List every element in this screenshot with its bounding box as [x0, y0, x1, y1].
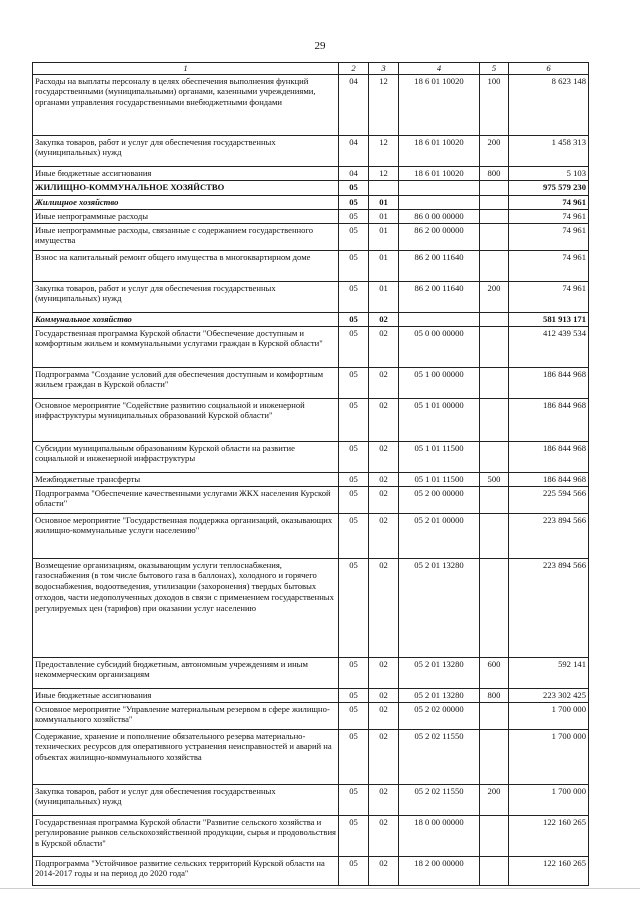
row-expense-type — [480, 513, 509, 558]
row-amount: 592 141 — [509, 657, 589, 688]
row-name: Закупка товаров, работ и услуг для обеспечения государственных (муниципальных) нужд — [33, 281, 339, 312]
row-name: Подпрограмма "Создание условий для обеспечения доступным и комфортным жильем граждан в Курской области" — [33, 367, 339, 398]
row-target-article — [399, 180, 480, 195]
table-row — [33, 74, 589, 135]
row-target-article: 18 0 00 00000 — [399, 815, 480, 856]
row-section: 05 — [339, 558, 369, 657]
row-name: Подпрограмма "Устойчивое развитие сельских территорий Курской области на 2014-2017 годы и на период до 2020 года" — [33, 856, 339, 885]
row-amount: 74 961 — [509, 281, 589, 312]
table-row — [33, 441, 589, 472]
row-section: 05 — [339, 326, 369, 367]
row-subsection: 02 — [369, 688, 399, 702]
table-row — [33, 135, 589, 166]
row-section: 05 — [339, 856, 369, 885]
row-subsection: 02 — [369, 729, 399, 784]
row-target-article: 05 2 01 13280 — [399, 558, 480, 657]
row-expense-type — [480, 250, 509, 281]
row-name: Субсидии муниципальным образованиям Курской области на развитие социальной и инженерной инфраструктуры — [33, 441, 339, 472]
row-target-article: 18 6 01 10020 — [399, 74, 480, 135]
row-name: Основное мероприятие "Государственная поддержка организаций, оказывающих жилищно-коммунальные услуги населению" — [33, 513, 339, 558]
table-row — [33, 486, 589, 513]
table-row — [33, 729, 589, 784]
header-col-2: 2 — [339, 63, 369, 75]
table-row — [33, 195, 589, 209]
row-target-article: 05 2 02 11550 — [399, 729, 480, 784]
table-row — [33, 281, 589, 312]
row-amount: 186 844 968 — [509, 441, 589, 472]
row-target-article: 05 2 01 13280 — [399, 657, 480, 688]
header-col-4: 4 — [399, 63, 480, 75]
row-amount: 74 961 — [509, 250, 589, 281]
row-expense-type: 600 — [480, 657, 509, 688]
row-section: 05 — [339, 398, 369, 441]
row-section: 05 — [339, 513, 369, 558]
table-row — [33, 223, 589, 250]
row-subsection: 02 — [369, 513, 399, 558]
row-amount: 1 700 000 — [509, 702, 589, 729]
row-expense-type — [480, 856, 509, 885]
row-name: Государственная программа Курской области "Развитие сельского хозяйства и регулирование рынков сельскохозяйственной продукции, сырья и продовольствия в Курской области" — [33, 815, 339, 856]
row-name: Иные бюджетные ассигнования — [33, 166, 339, 180]
table-row — [33, 558, 589, 657]
row-amount: 186 844 968 — [509, 398, 589, 441]
row-name: Расходы на выплаты персоналу в целях обеспечения выполнения функций государственными (муниципальными) органами, казенными учреждениями, органами управления государственными внебюджетными фондами — [33, 74, 339, 135]
row-amount: 225 594 566 — [509, 486, 589, 513]
row-target-article: 05 2 01 13280 — [399, 688, 480, 702]
row-expense-type — [480, 223, 509, 250]
table-row — [33, 312, 589, 326]
row-amount: 223 894 566 — [509, 558, 589, 657]
header-col-6: 6 — [509, 63, 589, 75]
row-section: 05 — [339, 367, 369, 398]
table-row — [33, 657, 589, 688]
row-name: Содержание, хранение и пополнение обязательного резерва материально-технических ресурсов для оперативного устранения неисправностей и аварий на объектах жилищно-коммунального хозяйства — [33, 729, 339, 784]
header-col-5: 5 — [480, 63, 509, 75]
row-amount: 223 302 425 — [509, 688, 589, 702]
row-target-article: 05 2 00 00000 — [399, 486, 480, 513]
row-expense-type — [480, 815, 509, 856]
row-name: Государственная программа Курской области "Обеспечение доступным и комфортным жильем и коммунальными услугами граждан в Курской области" — [33, 326, 339, 367]
row-target-article: 86 2 00 11640 — [399, 250, 480, 281]
row-expense-type: 100 — [480, 74, 509, 135]
row-subsection: 02 — [369, 558, 399, 657]
row-subsection: 02 — [369, 312, 399, 326]
row-target-article: 05 1 00 00000 — [399, 367, 480, 398]
row-subsection: 02 — [369, 472, 399, 486]
row-name: Закупка товаров, работ и услуг для обеспечения государственных (муниципальных) нужд — [33, 784, 339, 815]
row-expense-type: 200 — [480, 784, 509, 815]
row-amount: 1 700 000 — [509, 784, 589, 815]
row-expense-type — [480, 398, 509, 441]
row-section: 05 — [339, 815, 369, 856]
row-subsection: 02 — [369, 815, 399, 856]
row-expense-type: 800 — [480, 688, 509, 702]
row-target-article: 05 2 02 00000 — [399, 702, 480, 729]
row-section: 05 — [339, 657, 369, 688]
row-name: Иные бюджетные ассигнования — [33, 688, 339, 702]
row-section: 05 — [339, 729, 369, 784]
table-row — [33, 702, 589, 729]
table-row — [33, 472, 589, 486]
table-row — [33, 250, 589, 281]
budget-table — [32, 62, 589, 886]
header-col-1: 1 — [33, 63, 339, 75]
row-subsection: 01 — [369, 195, 399, 209]
row-section: 05 — [339, 441, 369, 472]
row-subsection: 01 — [369, 209, 399, 223]
table-row — [33, 398, 589, 441]
row-name: Взнос на капитальный ремонт общего имущества в многоквартирном доме — [33, 250, 339, 281]
row-name: Подпрограмма "Обеспечение качественными услугами ЖКХ населения Курской области" — [33, 486, 339, 513]
row-target-article: 05 2 01 00000 — [399, 513, 480, 558]
row-subsection: 01 — [369, 223, 399, 250]
row-subsection: 02 — [369, 486, 399, 513]
table-row — [33, 784, 589, 815]
row-subsection — [369, 180, 399, 195]
row-subsection: 01 — [369, 281, 399, 312]
row-section: 04 — [339, 74, 369, 135]
row-expense-type — [480, 558, 509, 657]
row-name: Возмещение организациям, оказывающим услуги теплоснабжения, газоснабжения (в том числе бытового газа в баллонах), холодного и горячего водоснабжения, водоотведения, утилизации (захоронения) твердых бытовых отходов, части недополученных доходов в связи с применением государственных регулируемых цен (тарифов) при оказании услуг населению — [33, 558, 339, 657]
row-amount: 74 961 — [509, 209, 589, 223]
row-name: Основное мероприятие "Содействие развитию социальной и инженерной инфраструктуры муниципальных образований Курской области" — [33, 398, 339, 441]
row-expense-type — [480, 441, 509, 472]
row-subsection: 02 — [369, 326, 399, 367]
row-section: 05 — [339, 281, 369, 312]
row-subsection: 12 — [369, 135, 399, 166]
row-expense-type: 200 — [480, 135, 509, 166]
row-section: 04 — [339, 135, 369, 166]
row-name: Основное мероприятие "Управление материальным резервом в сфере жилищно-коммунального хозяйства" — [33, 702, 339, 729]
row-subsection: 01 — [369, 250, 399, 281]
row-name: Предоставление субсидий бюджетным, автономным учреждениям и иным некоммерческим организациям — [33, 657, 339, 688]
row-subsection: 02 — [369, 702, 399, 729]
row-subsection: 02 — [369, 784, 399, 815]
row-name: Иные непрограммные расходы — [33, 209, 339, 223]
row-expense-type: 800 — [480, 166, 509, 180]
row-subsection: 02 — [369, 856, 399, 885]
row-name: ЖИЛИЩНО-КОММУНАЛЬНОЕ ХОЗЯЙСТВО — [33, 180, 339, 195]
row-section: 04 — [339, 166, 369, 180]
row-subsection: 12 — [369, 74, 399, 135]
scan-edge-line — [0, 888, 640, 889]
row-section: 05 — [339, 223, 369, 250]
row-expense-type — [480, 486, 509, 513]
row-target-article: 86 2 00 11640 — [399, 281, 480, 312]
page-number: 29 — [314, 40, 326, 52]
row-subsection: 02 — [369, 367, 399, 398]
row-section: 05 — [339, 209, 369, 223]
row-amount: 122 160 265 — [509, 856, 589, 885]
table-row — [33, 367, 589, 398]
row-amount: 186 844 968 — [509, 367, 589, 398]
row-target-article: 86 0 00 00000 — [399, 209, 480, 223]
row-amount: 186 844 968 — [509, 472, 589, 486]
row-expense-type: 200 — [480, 281, 509, 312]
row-target-article: 05 1 01 00000 — [399, 398, 480, 441]
row-expense-type — [480, 209, 509, 223]
table-row — [33, 856, 589, 885]
row-target-article — [399, 312, 480, 326]
row-name: Межбюджетные трансферты — [33, 472, 339, 486]
row-amount: 8 623 148 — [509, 74, 589, 135]
row-amount: 223 894 566 — [509, 513, 589, 558]
row-name: Закупка товаров, работ и услуг для обеспечения государственных (муниципальных) нужд — [33, 135, 339, 166]
row-amount: 122 160 265 — [509, 815, 589, 856]
row-target-article: 05 1 01 11500 — [399, 441, 480, 472]
row-name: Жилищное хозяйство — [33, 195, 339, 209]
row-amount: 74 961 — [509, 223, 589, 250]
row-amount: 581 913 171 — [509, 312, 589, 326]
row-expense-type — [480, 702, 509, 729]
row-target-article — [399, 195, 480, 209]
row-amount: 74 961 — [509, 195, 589, 209]
row-subsection: 02 — [369, 441, 399, 472]
row-expense-type — [480, 195, 509, 209]
row-subsection: 12 — [369, 166, 399, 180]
row-target-article: 18 6 01 10020 — [399, 166, 480, 180]
row-section: 05 — [339, 180, 369, 195]
row-section: 05 — [339, 784, 369, 815]
row-section: 05 — [339, 472, 369, 486]
table-row — [33, 688, 589, 702]
row-section: 05 — [339, 486, 369, 513]
table-row — [33, 209, 589, 223]
row-target-article: 18 2 00 00000 — [399, 856, 480, 885]
row-name: Иные непрограммные расходы, связанные с содержанием государственного имущества — [33, 223, 339, 250]
row-target-article: 05 0 00 00000 — [399, 326, 480, 367]
row-section: 05 — [339, 312, 369, 326]
table-row — [33, 326, 589, 367]
row-name: Коммунальное хозяйство — [33, 312, 339, 326]
row-amount: 975 579 230 — [509, 180, 589, 195]
row-section: 05 — [339, 688, 369, 702]
table-row — [33, 166, 589, 180]
header-row — [33, 63, 589, 75]
row-amount: 1 700 000 — [509, 729, 589, 784]
row-subsection: 02 — [369, 398, 399, 441]
header-col-3: 3 — [369, 63, 399, 75]
table-row — [33, 513, 589, 558]
row-expense-type — [480, 326, 509, 367]
row-amount: 412 439 534 — [509, 326, 589, 367]
row-section: 05 — [339, 195, 369, 209]
row-amount: 5 103 — [509, 166, 589, 180]
row-expense-type: 500 — [480, 472, 509, 486]
row-target-article: 05 1 01 11500 — [399, 472, 480, 486]
row-expense-type — [480, 367, 509, 398]
table-row — [33, 180, 589, 195]
row-section: 05 — [339, 702, 369, 729]
row-expense-type — [480, 180, 509, 195]
row-amount: 1 458 313 — [509, 135, 589, 166]
row-target-article: 86 2 00 00000 — [399, 223, 480, 250]
row-subsection: 02 — [369, 657, 399, 688]
row-section: 05 — [339, 250, 369, 281]
row-expense-type — [480, 729, 509, 784]
row-expense-type — [480, 312, 509, 326]
table-row — [33, 815, 589, 856]
row-target-article: 18 6 01 10020 — [399, 135, 480, 166]
row-target-article: 05 2 02 11550 — [399, 784, 480, 815]
